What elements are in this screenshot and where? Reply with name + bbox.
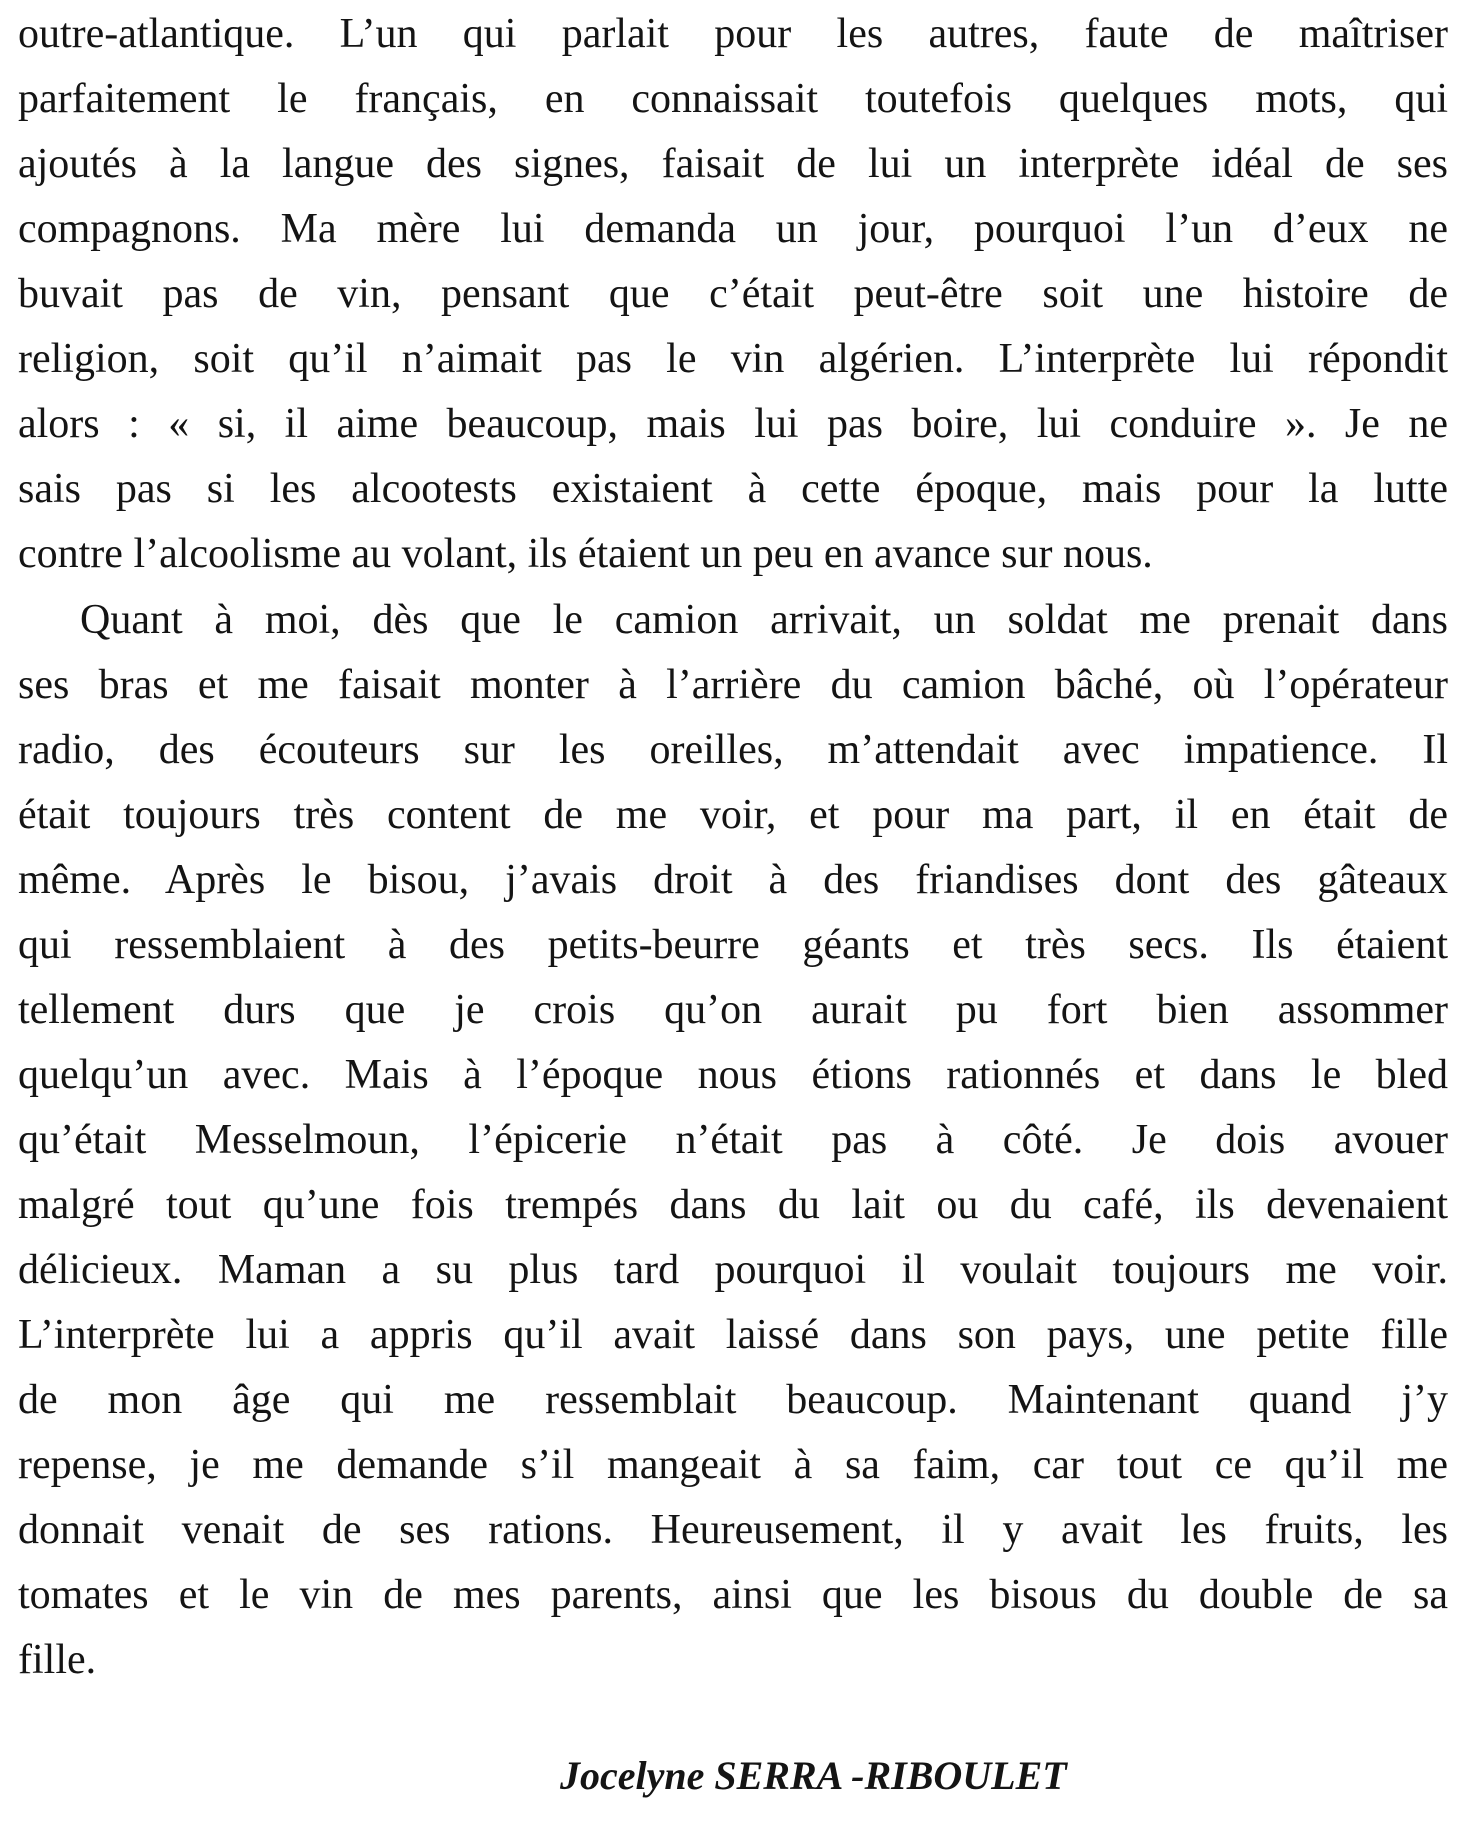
- text-line: malgré tout qu’une fois trempés dans du lait ou du café, ils devenaient: [18, 1182, 1448, 1228]
- text-line: donnait venait de ses rations. Heureusement, il y avait les fruits, les: [18, 1507, 1448, 1553]
- text-line: quelqu’un avec. Mais à l’époque nous étions rationnés et dans le bled: [18, 1052, 1448, 1098]
- text-line: alors : « si, il aime beaucoup, mais lui pas boire, lui conduire ». Je ne: [18, 401, 1448, 447]
- text-line: tellement durs que je crois qu’on aurait pu fort bien assommer: [18, 987, 1448, 1033]
- text-line: délicieux. Maman a su plus tard pourquoi il voulait toujours me voir.: [18, 1247, 1448, 1293]
- text-line: L’interprète lui a appris qu’il avait laissé dans son pays, une petite fille: [18, 1312, 1448, 1358]
- text-line: ses bras et me faisait monter à l’arrière du camion bâché, où l’opérateur: [18, 662, 1448, 708]
- text-line: ajoutés à la langue des signes, faisait de lui un interprète idéal de ses: [18, 141, 1448, 187]
- text-line: qui ressemblaient à des petits-beurre géants et très secs. Ils étaient: [18, 922, 1448, 968]
- text-line: religion, soit qu’il n’aimait pas le vin algérien. L’interprète lui répondit: [18, 336, 1448, 382]
- text-line: buvait pas de vin, pensant que c’était peut-être soit une histoire de: [18, 271, 1448, 317]
- text-line: fille.: [18, 1637, 97, 1683]
- paragraph-1: [18, 2, 1448, 587]
- text-line: était toujours très content de me voir, et pour ma part, il en était de: [18, 792, 1448, 838]
- text-line: sais pas si les alcootests existaient à cette époque, mais pour la lutte: [18, 466, 1448, 512]
- text-line: radio, des écouteurs sur les oreilles, m’attendait avec impatience. Il: [18, 727, 1448, 773]
- text-line: compagnons. Ma mère lui demanda un jour, pourquoi l’un d’eux ne: [18, 206, 1448, 252]
- text-line: Quant à moi, dès que le camion arrivait, un soldat me prenait dans: [80, 597, 1448, 643]
- text-line: parfaitement le français, en connaissait toutefois quelques mots, qui: [18, 76, 1448, 122]
- text-line: même. Après le bisou, j’avais droit à des friandises dont des gâteaux: [18, 857, 1448, 903]
- text-line: repense, je me demande s’il mangeait à sa faim, car tout ce qu’il me: [18, 1442, 1448, 1488]
- text-line: de mon âge qui me ressemblait beaucoup. Maintenant quand j’y: [18, 1377, 1448, 1423]
- text-line: outre-atlantique. L’un qui parlait pour les autres, faute de maîtriser: [18, 11, 1448, 57]
- text-line: qu’était Messelmoun, l’épicerie n’était pas à côté. Je dois avouer: [18, 1117, 1448, 1163]
- text-line: contre l’alcoolisme au volant, ils étaient un peu en avance sur nous.: [18, 531, 1153, 577]
- paragraph-2: [18, 588, 1448, 1693]
- author-signature: Jocelyne SERRA -RIBOULET: [560, 1753, 1067, 1798]
- text-line: tomates et le vin de mes parents, ainsi que les bisous du double de sa: [18, 1572, 1448, 1618]
